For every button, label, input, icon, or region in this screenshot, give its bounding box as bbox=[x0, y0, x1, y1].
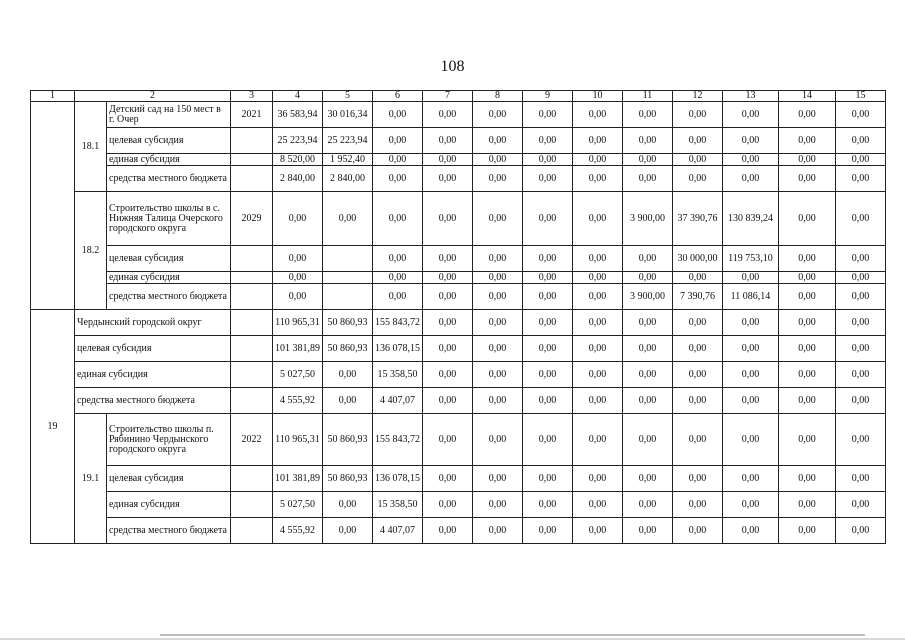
cell: 0,00 bbox=[723, 336, 779, 362]
column-header: 7 bbox=[423, 91, 473, 102]
item-year: 2022 bbox=[231, 414, 273, 466]
cell: 0,00 bbox=[623, 102, 673, 128]
item-name: Строительство школы в с. Нижняя Талица Очерского городского округа bbox=[107, 192, 231, 246]
cell: 0,00 bbox=[323, 362, 373, 388]
cell bbox=[231, 336, 273, 362]
cell: 0,00 bbox=[473, 128, 523, 154]
cell: 15 358,50 bbox=[373, 492, 423, 518]
cell: 0,00 bbox=[423, 388, 473, 414]
cell: 0,00 bbox=[523, 166, 573, 192]
cell: 0,00 bbox=[723, 102, 779, 128]
cell: 0,00 bbox=[473, 466, 523, 492]
cell: 0,00 bbox=[473, 284, 523, 310]
cell: 0,00 bbox=[779, 518, 836, 544]
table-row bbox=[31, 362, 886, 388]
item-year: 2021 bbox=[231, 102, 273, 128]
cell: 0,00 bbox=[273, 246, 323, 272]
cell: 0,00 bbox=[673, 336, 723, 362]
cell: 0,00 bbox=[473, 362, 523, 388]
cell: 25 223,94 bbox=[273, 128, 323, 154]
column-header: 2 bbox=[75, 91, 231, 102]
cell: 0,00 bbox=[373, 284, 423, 310]
item-name: целевая субсидия bbox=[107, 466, 231, 492]
cell: 0,00 bbox=[723, 492, 779, 518]
cell: 0,00 bbox=[573, 102, 623, 128]
cell: 2 840,00 bbox=[323, 166, 373, 192]
table-row bbox=[31, 166, 886, 192]
cell: 0,00 bbox=[423, 336, 473, 362]
cell: 0,00 bbox=[623, 466, 673, 492]
cell bbox=[323, 246, 373, 272]
cell: 0,00 bbox=[323, 492, 373, 518]
cell: 0,00 bbox=[779, 272, 836, 284]
cell: 36 583,94 bbox=[273, 102, 323, 128]
cell: 0,00 bbox=[573, 272, 623, 284]
cell: 0,00 bbox=[523, 388, 573, 414]
cell: 0,00 bbox=[779, 388, 836, 414]
cell bbox=[231, 362, 273, 388]
item-name: Чердынский городской округ bbox=[75, 310, 231, 336]
cell: 11 086,14 bbox=[723, 284, 779, 310]
cell: 0,00 bbox=[473, 492, 523, 518]
cell: 0,00 bbox=[473, 272, 523, 284]
cell: 0,00 bbox=[836, 362, 886, 388]
cell: 119 753,10 bbox=[723, 246, 779, 272]
cell: 50 860,93 bbox=[323, 310, 373, 336]
cell: 0,00 bbox=[523, 246, 573, 272]
cell bbox=[231, 154, 273, 166]
cell: 0,00 bbox=[723, 154, 779, 166]
cell: 0,00 bbox=[779, 192, 836, 246]
cell: 0,00 bbox=[673, 362, 723, 388]
item-name: средства местного бюджета bbox=[75, 388, 231, 414]
cell: 0,00 bbox=[623, 336, 673, 362]
cell: 0,00 bbox=[779, 362, 836, 388]
item-code: 18.2 bbox=[75, 192, 107, 310]
cell: 0,00 bbox=[836, 284, 886, 310]
cell: 4 407,07 bbox=[373, 388, 423, 414]
cell: 136 078,15 bbox=[373, 466, 423, 492]
column-header: 1 bbox=[31, 91, 75, 102]
cell: 0,00 bbox=[573, 388, 623, 414]
cell: 0,00 bbox=[373, 102, 423, 128]
table-row bbox=[31, 518, 886, 544]
item-name: средства местного бюджета bbox=[107, 518, 231, 544]
cell: 110 965,31 bbox=[273, 414, 323, 466]
cell: 0,00 bbox=[779, 336, 836, 362]
cell: 0,00 bbox=[473, 336, 523, 362]
cell: 3 900,00 bbox=[623, 192, 673, 246]
cell: 0,00 bbox=[473, 192, 523, 246]
cell bbox=[231, 284, 273, 310]
cell: 0,00 bbox=[573, 414, 623, 466]
cell: 0,00 bbox=[473, 414, 523, 466]
table-row bbox=[31, 310, 886, 336]
cell: 0,00 bbox=[779, 492, 836, 518]
column-header: 6 bbox=[373, 91, 423, 102]
column-header: 9 bbox=[523, 91, 573, 102]
cell: 0,00 bbox=[623, 272, 673, 284]
cell: 0,00 bbox=[573, 310, 623, 336]
cell bbox=[323, 272, 373, 284]
cell: 0,00 bbox=[523, 466, 573, 492]
cell: 0,00 bbox=[373, 272, 423, 284]
scan-artifact-line bbox=[160, 634, 865, 636]
cell: 0,00 bbox=[723, 388, 779, 414]
cell: 0,00 bbox=[779, 246, 836, 272]
cell: 0,00 bbox=[836, 414, 886, 466]
cell: 0,00 bbox=[423, 272, 473, 284]
cell: 0,00 bbox=[323, 192, 373, 246]
cell: 0,00 bbox=[323, 388, 373, 414]
cell: 0,00 bbox=[836, 518, 886, 544]
cell: 0,00 bbox=[473, 102, 523, 128]
table-row bbox=[31, 336, 886, 362]
cell: 0,00 bbox=[779, 414, 836, 466]
cell: 0,00 bbox=[523, 154, 573, 166]
cell: 50 860,93 bbox=[323, 466, 373, 492]
cell: 0,00 bbox=[423, 492, 473, 518]
cell: 0,00 bbox=[623, 492, 673, 518]
cell: 1 952,40 bbox=[323, 154, 373, 166]
cell: 0,00 bbox=[573, 128, 623, 154]
cell: 0,00 bbox=[836, 192, 886, 246]
cell: 0,00 bbox=[623, 128, 673, 154]
header-row bbox=[31, 91, 886, 102]
item-code: 19.1 bbox=[75, 414, 107, 544]
cell: 5 027,50 bbox=[273, 492, 323, 518]
cell bbox=[231, 388, 273, 414]
cell: 0,00 bbox=[373, 246, 423, 272]
cell bbox=[231, 518, 273, 544]
cell: 25 223,94 bbox=[323, 128, 373, 154]
item-name: единая субсидия bbox=[107, 154, 231, 166]
cell bbox=[323, 284, 373, 310]
cell: 0,00 bbox=[473, 518, 523, 544]
cell: 155 843,72 bbox=[373, 310, 423, 336]
cell: 2 840,00 bbox=[273, 166, 323, 192]
table-row bbox=[31, 128, 886, 154]
cell: 0,00 bbox=[423, 166, 473, 192]
item-name: целевая субсидия bbox=[107, 246, 231, 272]
cell: 0,00 bbox=[423, 192, 473, 246]
cell bbox=[231, 246, 273, 272]
cell: 0,00 bbox=[623, 246, 673, 272]
cell: 0,00 bbox=[623, 388, 673, 414]
cell: 8 520,00 bbox=[273, 154, 323, 166]
cell: 0,00 bbox=[673, 414, 723, 466]
cell: 0,00 bbox=[723, 310, 779, 336]
cell: 0,00 bbox=[779, 166, 836, 192]
cell bbox=[231, 492, 273, 518]
table-row bbox=[31, 492, 886, 518]
table-row bbox=[31, 102, 886, 128]
cell: 0,00 bbox=[573, 192, 623, 246]
cell bbox=[231, 272, 273, 284]
cell: 0,00 bbox=[523, 128, 573, 154]
cell: 0,00 bbox=[573, 518, 623, 544]
cell: 0,00 bbox=[373, 154, 423, 166]
column-header: 8 bbox=[473, 91, 523, 102]
cell: 0,00 bbox=[523, 192, 573, 246]
column-header: 4 bbox=[273, 91, 323, 102]
cell: 0,00 bbox=[836, 246, 886, 272]
cell: 4 555,92 bbox=[273, 388, 323, 414]
cell: 0,00 bbox=[623, 362, 673, 388]
cell: 0,00 bbox=[723, 414, 779, 466]
item-code: 18.1 bbox=[75, 102, 107, 192]
cell: 0,00 bbox=[779, 466, 836, 492]
cell: 0,00 bbox=[573, 154, 623, 166]
table-row bbox=[31, 414, 886, 466]
cell: 0,00 bbox=[673, 492, 723, 518]
cell: 0,00 bbox=[779, 102, 836, 128]
column-header: 10 bbox=[573, 91, 623, 102]
cell bbox=[231, 166, 273, 192]
item-year: 2029 bbox=[231, 192, 273, 246]
cell: 0,00 bbox=[573, 284, 623, 310]
cell: 0,00 bbox=[523, 336, 573, 362]
item-name: Строительство школы п. Рябинино Чердынского городского округа bbox=[107, 414, 231, 466]
cell: 0,00 bbox=[836, 492, 886, 518]
cell: 0,00 bbox=[836, 336, 886, 362]
cell: 0,00 bbox=[673, 388, 723, 414]
table-row bbox=[31, 246, 886, 272]
column-header: 3 bbox=[231, 91, 273, 102]
cell: 0,00 bbox=[523, 518, 573, 544]
cell: 0,00 bbox=[523, 414, 573, 466]
table-row bbox=[31, 466, 886, 492]
cell: 0,00 bbox=[523, 310, 573, 336]
cell: 0,00 bbox=[779, 128, 836, 154]
cell: 0,00 bbox=[779, 284, 836, 310]
cell: 4 407,07 bbox=[373, 518, 423, 544]
cell bbox=[231, 128, 273, 154]
cell: 0,00 bbox=[273, 192, 323, 246]
cell: 110 965,31 bbox=[273, 310, 323, 336]
cell: 0,00 bbox=[423, 414, 473, 466]
cell: 0,00 bbox=[623, 518, 673, 544]
cell: 0,00 bbox=[623, 154, 673, 166]
cell: 0,00 bbox=[573, 362, 623, 388]
cell: 0,00 bbox=[523, 284, 573, 310]
item-name: единая субсидия bbox=[75, 362, 231, 388]
cell: 0,00 bbox=[473, 388, 523, 414]
cell: 0,00 bbox=[423, 518, 473, 544]
cell: 0,00 bbox=[423, 466, 473, 492]
cell: 0,00 bbox=[836, 154, 886, 166]
cell: 0,00 bbox=[836, 102, 886, 128]
cell: 0,00 bbox=[673, 128, 723, 154]
item-name: целевая субсидия bbox=[75, 336, 231, 362]
cell: 0,00 bbox=[673, 166, 723, 192]
table-row bbox=[31, 388, 886, 414]
cell: 0,00 bbox=[323, 518, 373, 544]
cell: 0,00 bbox=[473, 166, 523, 192]
cell: 0,00 bbox=[573, 166, 623, 192]
cell: 30 000,00 bbox=[673, 246, 723, 272]
table-row bbox=[31, 284, 886, 310]
cell: 0,00 bbox=[473, 246, 523, 272]
cell: 0,00 bbox=[273, 284, 323, 310]
cell: 0,00 bbox=[836, 128, 886, 154]
cell: 5 027,50 bbox=[273, 362, 323, 388]
cell: 0,00 bbox=[779, 310, 836, 336]
cell: 0,00 bbox=[673, 272, 723, 284]
cell: 101 381,89 bbox=[273, 466, 323, 492]
cell: 0,00 bbox=[836, 272, 886, 284]
table-row bbox=[31, 272, 886, 284]
item-name: единая субсидия bbox=[107, 272, 231, 284]
cell: 0,00 bbox=[373, 192, 423, 246]
cell: 50 860,93 bbox=[323, 414, 373, 466]
cell: 0,00 bbox=[423, 310, 473, 336]
cell: 0,00 bbox=[273, 272, 323, 284]
cell: 7 390,76 bbox=[673, 284, 723, 310]
cell: 155 843,72 bbox=[373, 414, 423, 466]
table-row bbox=[31, 154, 886, 166]
cell: 0,00 bbox=[473, 154, 523, 166]
cell: 0,00 bbox=[573, 246, 623, 272]
cell: 0,00 bbox=[523, 362, 573, 388]
cell: 0,00 bbox=[523, 102, 573, 128]
cell: 0,00 bbox=[573, 466, 623, 492]
cell: 0,00 bbox=[836, 310, 886, 336]
cell: 0,00 bbox=[723, 362, 779, 388]
cell: 0,00 bbox=[673, 154, 723, 166]
cell: 0,00 bbox=[473, 310, 523, 336]
column-header: 5 bbox=[323, 91, 373, 102]
table-row bbox=[31, 192, 886, 246]
section-code: 19 bbox=[31, 310, 75, 544]
cell: 0,00 bbox=[723, 466, 779, 492]
section-code-cell bbox=[31, 102, 75, 310]
page-number: 108 bbox=[440, 58, 465, 75]
cell: 0,00 bbox=[673, 466, 723, 492]
item-name: Детский сад на 150 мест в г. Очер bbox=[107, 102, 231, 128]
cell: 0,00 bbox=[423, 154, 473, 166]
cell: 0,00 bbox=[573, 336, 623, 362]
cell: 0,00 bbox=[673, 102, 723, 128]
cell: 0,00 bbox=[423, 284, 473, 310]
cell: 0,00 bbox=[836, 166, 886, 192]
cell: 0,00 bbox=[723, 128, 779, 154]
cell: 0,00 bbox=[523, 492, 573, 518]
column-header: 15 bbox=[836, 91, 886, 102]
cell: 0,00 bbox=[723, 518, 779, 544]
cell: 4 555,92 bbox=[273, 518, 323, 544]
item-name: средства местного бюджета bbox=[107, 284, 231, 310]
cell: 0,00 bbox=[836, 466, 886, 492]
cell: 3 900,00 bbox=[623, 284, 673, 310]
cell: 0,00 bbox=[423, 128, 473, 154]
item-name: целевая субсидия bbox=[107, 128, 231, 154]
cell: 0,00 bbox=[779, 154, 836, 166]
cell: 0,00 bbox=[573, 492, 623, 518]
cell: 130 839,24 bbox=[723, 192, 779, 246]
item-name: единая субсидия bbox=[107, 492, 231, 518]
cell bbox=[231, 310, 273, 336]
cell: 0,00 bbox=[623, 414, 673, 466]
cell: 0,00 bbox=[723, 166, 779, 192]
column-header: 13 bbox=[723, 91, 779, 102]
cell: 0,00 bbox=[423, 102, 473, 128]
cell bbox=[231, 466, 273, 492]
cell: 0,00 bbox=[373, 128, 423, 154]
budget-table bbox=[30, 90, 886, 544]
cell: 15 358,50 bbox=[373, 362, 423, 388]
column-header: 14 bbox=[779, 91, 836, 102]
cell: 0,00 bbox=[723, 272, 779, 284]
cell: 0,00 bbox=[836, 388, 886, 414]
cell: 101 381,89 bbox=[273, 336, 323, 362]
cell: 0,00 bbox=[373, 166, 423, 192]
cell: 136 078,15 bbox=[373, 336, 423, 362]
cell: 0,00 bbox=[523, 272, 573, 284]
item-name: средства местного бюджета bbox=[107, 166, 231, 192]
cell: 30 016,34 bbox=[323, 102, 373, 128]
cell: 0,00 bbox=[673, 310, 723, 336]
column-header: 12 bbox=[673, 91, 723, 102]
column-header: 11 bbox=[623, 91, 673, 102]
cell: 37 390,76 bbox=[673, 192, 723, 246]
cell: 0,00 bbox=[673, 518, 723, 544]
cell: 50 860,93 bbox=[323, 336, 373, 362]
cell: 0,00 bbox=[623, 310, 673, 336]
cell: 0,00 bbox=[423, 246, 473, 272]
cell: 0,00 bbox=[623, 166, 673, 192]
cell: 0,00 bbox=[423, 362, 473, 388]
